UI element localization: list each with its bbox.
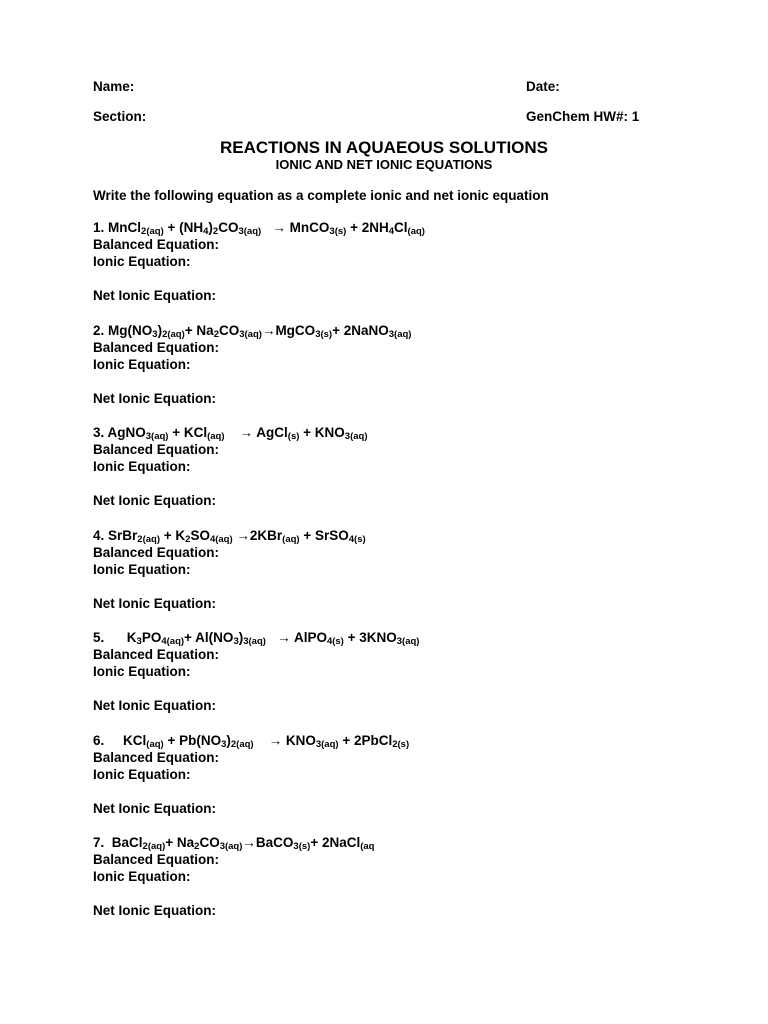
problem-number: 6. [93,733,105,748]
problem-equation [93,322,411,339]
problem-equation [93,424,368,441]
problem-number: 5. [93,630,105,645]
problem-number: 3. [93,425,105,440]
net-ionic-equation-label: Net Ionic Equation: [93,493,216,508]
problem-equation [93,527,366,544]
net-ionic-equation-label: Net Ionic Equation: [93,698,216,713]
net-ionic-equation-label: Net Ionic Equation: [93,596,216,611]
balanced-equation-label: Balanced Equation: [93,340,220,355]
problem-number: 2. [93,323,105,338]
page-subtitle: IONIC AND NET IONIC EQUATIONS [275,157,493,172]
balanced-equation-label: Balanced Equation: [93,237,220,252]
name-label: Name: [93,79,135,94]
problem-equation [93,629,419,646]
page-title: REACTIONS IN AQUAEOUS SOLUTIONS [219,138,549,157]
section-label: Section: [93,109,147,124]
ionic-equation-label: Ionic Equation: [93,767,191,782]
balanced-equation-label: Balanced Equation: [93,852,220,867]
problem-number: 7. [93,835,105,850]
problem-equation [93,732,409,749]
chemical-equation: MnCl$_{2(aq)}$ + $(NH_4)_2CO_{3(aq)}$ → MnCO$_{3(s)}$ + $2NH_4Cl_{(aq)}$ [108,220,425,237]
net-ionic-equation-label: Net Ionic Equation: [93,801,216,816]
date-label: Date: [526,79,560,94]
ionic-equation-label: Ionic Equation: [93,562,191,577]
problem-number: 1. [93,220,105,235]
net-ionic-equation-label: Net Ionic Equation: [93,288,216,303]
homework-number-label: GenChem HW#: 1 [526,109,640,124]
problem-equation [93,219,425,236]
ionic-equation-label: Ionic Equation: [93,869,191,884]
chemical-equation: $KCl_{(aq)} + Pb(NO_3)_{2(aq)}$ → $KNO_{3(aq)}$ + 2PbCl$_{2(s)}$ [123,733,410,750]
net-ionic-equation-label: Net Ionic Equation: [93,903,216,918]
chemical-equation: $Mg(NO_3)_{2(aq)}+$ $Na_2CO_{3(aq)}\to MgCO_{3(s)}+$ 2NaNO$_{3(aq)}$ [108,323,412,340]
ionic-equation-label: Ionic Equation: [93,357,191,372]
balanced-equation-label: Balanced Equation: [93,750,220,765]
instructions: Write the following equation as a complete ionic and net ionic equation [93,188,549,203]
problem-equation [93,834,374,851]
chemical-equation: BaCl$_{2(aq)}$+ $Na_2CO_{3(aq)}\to BaCO_{3(s)}+$ 2NaCl$_{(aq}$ [111,835,375,852]
balanced-equation-label: Balanced Equation: [93,647,220,662]
ionic-equation-label: Ionic Equation: [93,254,191,269]
balanced-equation-label: Balanced Equation: [93,545,220,560]
problem-number: 4. [93,528,105,543]
balanced-equation-label: Balanced Equation: [93,442,220,457]
chemical-equation: AgNO$_{3(aq)}$ + KCl$_{(aq)}$ → AgCl$_{(s)}$ + $KNO_{3(aq)}$ [107,425,368,442]
net-ionic-equation-label: Net Ionic Equation: [93,391,216,406]
chemical-equation: SrBr$_{2(aq)}$ + $K_2SO_{4(aq)} \to 2KBr_{(aq)}$ + SrSO$_{4(s)}$ [108,528,366,545]
ionic-equation-label: Ionic Equation: [93,459,191,474]
chemical-equation: $K_3PO_{4(aq)}+ Al(NO_3)_{3(aq)}$ → AlPO$_{4(s)}$ + $3KNO_{3(aq)}$ [126,630,420,647]
ionic-equation-label: Ionic Equation: [93,664,191,679]
